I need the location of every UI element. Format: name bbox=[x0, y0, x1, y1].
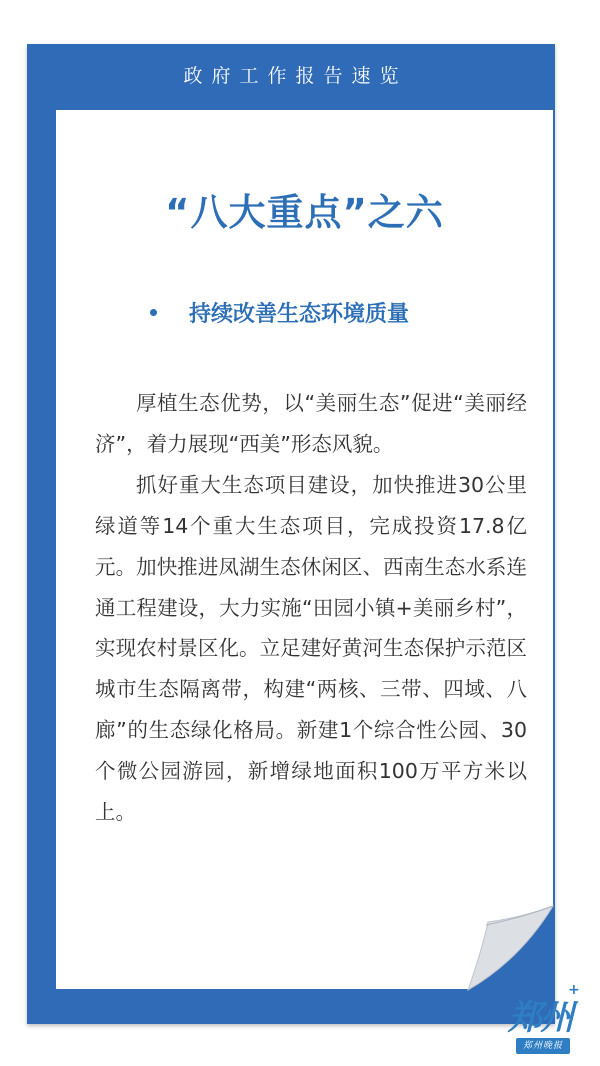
logo-badge: 郑州晚报 bbox=[516, 1038, 570, 1054]
paragraph-2: 抓好重大生态项目建设，加快推进30公里绿道等14个重大生态项目，完成投资17.8亿元。加快推进凤湖生态休闲区、西南生态水系连通工程建设，大力实施“田园小镇+美丽乡村”，实现农村景区化。立足建好黄河生态保护示范区城市生态隔离带，构建“两核、三带、四域、八廊”的生态绿化格局。新建1个综合性公园、30个微公园游园，新增绿地面积100万平方米以上。 bbox=[95, 472, 527, 825]
logo-plus-icon: + bbox=[568, 982, 580, 998]
zhengzhou-logo bbox=[498, 980, 584, 1060]
body-text bbox=[95, 383, 527, 833]
paragraph-1: 厚植生态优势，以“美丽生态”促进“美丽经济”，着力展现“西美”形态风貌。 bbox=[95, 391, 527, 456]
header-title: 政府工作报告速览 bbox=[183, 64, 408, 87]
bullet-dot bbox=[150, 309, 157, 316]
logo-wordmark: 郑州 bbox=[508, 998, 572, 1038]
section-heading-text: 持续改善生态环境质量 bbox=[189, 302, 410, 327]
header-bar bbox=[27, 44, 555, 104]
main-title: “八大重点”之六 bbox=[165, 191, 444, 234]
section-heading bbox=[150, 297, 409, 328]
